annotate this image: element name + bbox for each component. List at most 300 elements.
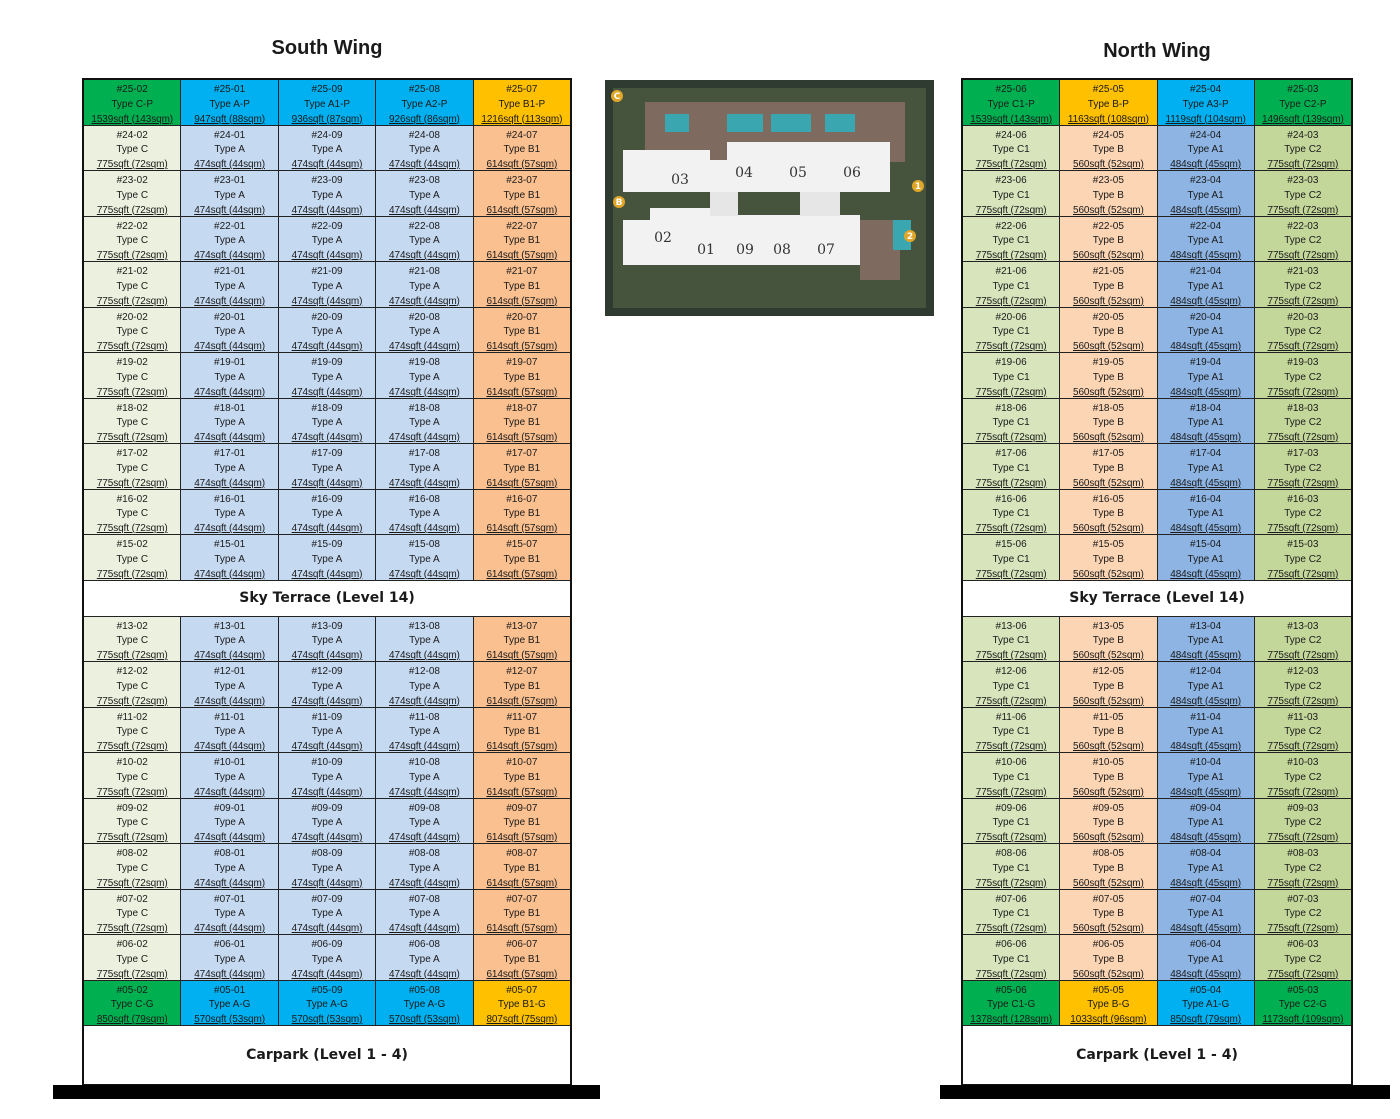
unit-cell xyxy=(963,708,1060,753)
unit-unit: #07-06 xyxy=(995,893,1027,905)
unit-unit: #21-01 xyxy=(214,266,246,277)
unit-cell xyxy=(1158,617,1255,662)
unit-unit: #23-07 xyxy=(506,175,538,186)
unit-area: 560sqft (52sqm) xyxy=(1072,432,1144,443)
unit-unit: #07-07 xyxy=(506,893,538,905)
sky-terrace-band: Sky Terrace (Level 14) xyxy=(84,581,570,617)
unit-cell xyxy=(279,308,376,353)
unit-cell xyxy=(279,171,376,216)
unit-unit: #19-06 xyxy=(995,357,1027,368)
unit-cell xyxy=(279,262,376,307)
unit-cell xyxy=(474,399,570,444)
unit-cell xyxy=(1060,662,1157,707)
unit-unit: #17-04 xyxy=(1190,448,1222,459)
unit-unit: #25-06 xyxy=(995,84,1027,95)
unit-type: Type A xyxy=(311,280,343,292)
unit-cell xyxy=(963,444,1060,489)
unit-area: 474sqft (44sqm) xyxy=(291,295,363,307)
unit-type: Type C1 xyxy=(992,726,1030,738)
site-plan-marker xyxy=(611,90,623,102)
unit-cell xyxy=(474,308,570,353)
unit-cell xyxy=(1255,80,1351,125)
unit-unit: #09-02 xyxy=(116,802,148,814)
unit-area: 1173sqft (109sqm) xyxy=(1262,1014,1344,1025)
unit-area: 474sqft (44sqm) xyxy=(389,877,460,889)
unit-cell xyxy=(181,844,278,889)
unit-unit: #15-01 xyxy=(214,539,246,550)
unit-unit: #20-01 xyxy=(214,311,246,323)
unit-unit: #12-07 xyxy=(506,666,538,677)
unit-area: 474sqft (44sqm) xyxy=(194,159,265,170)
unit-area: 1539sqft (143sqm) xyxy=(970,113,1052,125)
floor-row-21 xyxy=(963,262,1351,308)
unit-type: Type C xyxy=(116,280,149,292)
unit-cell xyxy=(84,399,181,444)
unit-type: Type B xyxy=(1092,189,1124,201)
unit-cell xyxy=(1158,171,1255,216)
unit-type: Type A xyxy=(214,417,245,429)
unit-area: 775sqft (72sqm) xyxy=(1267,568,1339,580)
unit-unit: #16-03 xyxy=(1287,493,1319,505)
unit-unit: #06-03 xyxy=(1287,939,1319,950)
unit-cell xyxy=(84,308,181,353)
unit-type: Type A1 xyxy=(1187,726,1224,738)
unit-type: Type B1-P xyxy=(498,98,546,110)
unit-type: Type A xyxy=(214,862,245,874)
unit-type: Type B-P xyxy=(1087,98,1129,110)
unit-unit: #13-04 xyxy=(1190,620,1222,632)
unit-unit: #16-04 xyxy=(1190,493,1222,505)
south-wing-title: South Wing xyxy=(271,37,383,59)
site-plan-block-label: 06 xyxy=(843,165,861,181)
unit-cell xyxy=(1255,444,1351,489)
unit-cell xyxy=(1158,981,1255,1026)
unit-unit: #10-03 xyxy=(1287,757,1319,768)
unit-cell xyxy=(181,799,278,844)
unit-area: 1033sqft (96sqm) xyxy=(1070,1014,1147,1025)
unit-unit: #19-02 xyxy=(116,357,148,368)
unit-unit: #09-01 xyxy=(214,802,246,814)
unit-cell xyxy=(84,617,181,662)
unit-area: 560sqft (52sqm) xyxy=(1072,786,1144,798)
unit-area: 474sqft (44sqm) xyxy=(194,250,265,261)
unit-cell xyxy=(84,444,181,489)
unit-cell xyxy=(963,844,1060,889)
unit-unit: #25-01 xyxy=(214,84,246,95)
unit-type: Type A-G xyxy=(306,999,348,1011)
site-plan-block-label: 01 xyxy=(697,242,715,258)
unit-type: Type A xyxy=(214,953,245,965)
unit-cell xyxy=(1060,353,1157,398)
unit-unit: #17-08 xyxy=(408,448,440,459)
unit-cell xyxy=(474,890,570,935)
unit-cell xyxy=(1158,935,1255,980)
unit-type: Type A xyxy=(409,371,440,383)
unit-area: 775sqft (72sqm) xyxy=(1267,204,1339,216)
unit-cell xyxy=(181,490,278,535)
unit-area: 474sqft (44sqm) xyxy=(291,832,363,843)
unit-unit: #13-05 xyxy=(1092,620,1124,632)
unit-type: Type A3-P xyxy=(1182,98,1229,110)
unit-cell xyxy=(181,171,278,216)
unit-cell xyxy=(1255,490,1351,535)
unit-unit: #08-04 xyxy=(1190,848,1222,859)
unit-type: Type A xyxy=(409,144,440,156)
unit-area: 775sqft (72sqm) xyxy=(975,341,1047,352)
unit-unit: #24-02 xyxy=(116,129,148,141)
unit-unit: #13-09 xyxy=(311,620,343,632)
unit-unit: #15-08 xyxy=(408,539,440,550)
unit-type: Type A-G xyxy=(208,999,251,1011)
unit-unit: #09-08 xyxy=(408,802,440,814)
unit-type: Type B1 xyxy=(503,726,541,738)
unit-area: 474sqft (44sqm) xyxy=(291,250,363,261)
floor-row-07 xyxy=(84,890,570,936)
unit-cell xyxy=(376,662,473,707)
unit-unit: #11-08 xyxy=(409,711,440,723)
unit-area: 614sqft (57sqm) xyxy=(486,295,558,307)
unit-unit: #23-06 xyxy=(995,175,1027,186)
unit-area: 474sqft (44sqm) xyxy=(389,523,460,534)
unit-cell xyxy=(963,308,1060,353)
unit-type: Type A xyxy=(409,280,440,292)
unit-cell xyxy=(1060,981,1157,1026)
unit-unit: #12-06 xyxy=(995,666,1027,677)
north-wing-stack xyxy=(961,78,1353,1085)
unit-type: Type A1 xyxy=(1187,189,1224,201)
unit-cell xyxy=(963,217,1060,262)
unit-type: Type A xyxy=(409,908,440,920)
unit-area: 474sqft (44sqm) xyxy=(194,923,265,934)
unit-type: Type A xyxy=(311,771,343,783)
unit-unit: #11-04 xyxy=(1190,711,1221,723)
unit-type: Type C xyxy=(116,726,149,738)
floor-row-19 xyxy=(84,353,570,399)
unit-type: Type A xyxy=(311,635,343,647)
unit-cell xyxy=(1255,890,1351,935)
unit-area: 1216sqft (113sqm) xyxy=(481,113,563,125)
unit-area: 614sqft (57sqm) xyxy=(486,877,558,889)
unit-type: Type C xyxy=(116,144,149,156)
unit-cell xyxy=(963,753,1060,798)
unit-cell xyxy=(181,753,278,798)
unit-unit: #11-05 xyxy=(1093,711,1124,723)
south-ground-line xyxy=(53,1085,600,1099)
unit-cell xyxy=(963,981,1060,1026)
unit-area: 560sqft (52sqm) xyxy=(1072,204,1144,216)
unit-area: 484sqft (45sqm) xyxy=(1170,386,1241,398)
unit-unit: #20-02 xyxy=(116,311,148,323)
unit-area: 474sqft (44sqm) xyxy=(389,250,460,261)
unit-area: 614sqft (57sqm) xyxy=(486,204,558,216)
unit-cell xyxy=(474,662,570,707)
unit-area: 484sqft (45sqm) xyxy=(1170,477,1241,489)
unit-cell xyxy=(376,262,473,307)
unit-cell xyxy=(474,490,570,535)
unit-area: 775sqft (72sqm) xyxy=(1267,695,1339,707)
unit-area: 775sqft (72sqm) xyxy=(96,832,168,843)
unit-unit: #16-06 xyxy=(995,493,1027,505)
unit-type: Type C1 xyxy=(992,553,1030,565)
unit-area: 560sqft (52sqm) xyxy=(1072,477,1144,489)
unit-cell xyxy=(474,217,570,262)
unit-cell xyxy=(963,171,1060,216)
unit-type: Type A xyxy=(409,462,440,474)
unit-area: 775sqft (72sqm) xyxy=(975,523,1047,534)
unit-area: 614sqft (57sqm) xyxy=(486,432,558,443)
unit-unit: #10-07 xyxy=(506,757,538,768)
unit-cell xyxy=(474,262,570,307)
unit-cell xyxy=(963,353,1060,398)
unit-unit: #21-08 xyxy=(408,266,440,277)
unit-type: Type C2 xyxy=(1284,771,1322,783)
unit-area: 474sqft (44sqm) xyxy=(389,295,460,307)
unit-cell xyxy=(1158,353,1255,398)
unit-unit: #22-05 xyxy=(1092,220,1124,232)
unit-area: 570sqft (53sqm) xyxy=(389,1014,460,1025)
unit-unit: #20-04 xyxy=(1190,311,1222,323)
unit-unit: #08-05 xyxy=(1092,848,1124,859)
unit-cell xyxy=(1255,217,1351,262)
unit-area: 775sqft (72sqm) xyxy=(975,786,1047,798)
unit-type: Type C1 xyxy=(992,235,1030,247)
unit-area: 775sqft (72sqm) xyxy=(96,968,168,980)
unit-cell xyxy=(963,262,1060,307)
unit-unit: #24-09 xyxy=(311,129,343,141)
unit-area: 474sqft (44sqm) xyxy=(291,477,363,489)
unit-area: 560sqft (52sqm) xyxy=(1072,523,1144,534)
unit-type: Type C2 xyxy=(1284,680,1322,692)
unit-cell xyxy=(1255,353,1351,398)
unit-cell xyxy=(84,126,181,171)
floor-row-19 xyxy=(963,353,1351,399)
unit-type: Type B xyxy=(1092,680,1124,692)
unit-area: 560sqft (52sqm) xyxy=(1072,968,1144,980)
unit-cell xyxy=(181,308,278,353)
unit-area: 560sqft (52sqm) xyxy=(1072,877,1144,889)
unit-cell xyxy=(84,217,181,262)
unit-unit: #16-08 xyxy=(408,493,440,505)
unit-type: Type A xyxy=(214,508,245,520)
unit-type: Type A xyxy=(311,235,343,247)
unit-area: 474sqft (44sqm) xyxy=(389,568,460,580)
unit-cell xyxy=(376,126,473,171)
unit-cell xyxy=(1060,708,1157,753)
unit-type: Type C1-G xyxy=(986,999,1036,1011)
unit-cell xyxy=(84,535,181,580)
unit-type: Type C2 xyxy=(1284,235,1322,247)
unit-area: 474sqft (44sqm) xyxy=(389,741,460,752)
unit-cell xyxy=(84,844,181,889)
unit-unit: #17-06 xyxy=(995,448,1027,459)
unit-area: 614sqft (57sqm) xyxy=(486,477,558,489)
unit-area: 775sqft (72sqm) xyxy=(96,250,168,261)
unit-cell xyxy=(1158,753,1255,798)
floor-row-10 xyxy=(963,753,1351,799)
unit-area: 775sqft (72sqm) xyxy=(96,568,168,580)
unit-cell xyxy=(1158,708,1255,753)
unit-cell xyxy=(963,890,1060,935)
unit-type: Type A xyxy=(409,771,440,783)
unit-cell xyxy=(1255,708,1351,753)
unit-unit: #06-04 xyxy=(1190,939,1222,950)
unit-area: 614sqft (57sqm) xyxy=(486,832,558,843)
unit-unit: #11-09 xyxy=(311,711,343,723)
unit-cell xyxy=(1255,262,1351,307)
unit-cell xyxy=(376,217,473,262)
unit-area: 474sqft (44sqm) xyxy=(194,477,265,489)
unit-type: Type A xyxy=(311,908,343,920)
unit-unit: #25-05 xyxy=(1092,84,1124,95)
unit-area: 560sqft (52sqm) xyxy=(1072,159,1144,170)
unit-cell xyxy=(181,662,278,707)
unit-type: Type C1 xyxy=(992,862,1030,874)
unit-cell xyxy=(1060,844,1157,889)
unit-cell xyxy=(474,708,570,753)
unit-area: 484sqft (45sqm) xyxy=(1170,832,1241,843)
unit-unit: #18-06 xyxy=(995,402,1027,414)
floor-row-25 xyxy=(84,80,570,126)
unit-area: 474sqft (44sqm) xyxy=(291,877,363,889)
unit-unit: #06-02 xyxy=(116,939,148,950)
unit-type: Type C xyxy=(116,953,149,965)
unit-unit: #18-04 xyxy=(1190,402,1222,414)
unit-unit: #24-08 xyxy=(408,129,440,141)
unit-unit: #15-03 xyxy=(1287,539,1319,550)
unit-type: Type A xyxy=(409,680,440,692)
unit-cell xyxy=(1158,535,1255,580)
unit-type: Type B xyxy=(1092,908,1124,920)
unit-area: 614sqft (57sqm) xyxy=(486,968,558,980)
unit-unit: #23-08 xyxy=(408,175,440,186)
unit-cell xyxy=(181,535,278,580)
unit-type: Type A1 xyxy=(1187,908,1224,920)
unit-unit: #05-07 xyxy=(506,984,538,996)
unit-unit: #22-07 xyxy=(506,220,538,232)
unit-cell xyxy=(1255,617,1351,662)
unit-type: Type C2 xyxy=(1284,189,1322,201)
unit-area: 474sqft (44sqm) xyxy=(194,650,265,661)
unit-area: 474sqft (44sqm) xyxy=(194,786,265,798)
unit-type: Type C2 xyxy=(1284,635,1322,647)
unit-type: Type C2 xyxy=(1284,371,1322,383)
unit-area: 775sqft (72sqm) xyxy=(96,741,168,752)
unit-area: 560sqft (52sqm) xyxy=(1072,295,1144,307)
carpark-band: Carpark (Level 1 - 4) xyxy=(84,1026,570,1084)
unit-unit: #19-07 xyxy=(506,357,538,368)
unit-area: 775sqft (72sqm) xyxy=(975,968,1047,980)
unit-cell xyxy=(1060,262,1157,307)
unit-type: Type C2-G xyxy=(1278,999,1328,1011)
unit-type: Type A1 xyxy=(1187,553,1224,565)
unit-unit: #06-06 xyxy=(995,939,1027,950)
unit-type: Type B1 xyxy=(503,553,541,565)
unit-unit: #13-02 xyxy=(116,620,148,632)
unit-area: 775sqft (72sqm) xyxy=(96,923,168,934)
unit-cell xyxy=(279,935,376,980)
unit-area: 484sqft (45sqm) xyxy=(1170,568,1241,580)
unit-unit: #15-04 xyxy=(1190,539,1222,550)
unit-area: 947sqft (88sqm) xyxy=(194,113,265,125)
unit-unit: #05-04 xyxy=(1190,984,1222,996)
unit-unit: #13-01 xyxy=(214,620,246,632)
floor-row-11 xyxy=(963,708,1351,754)
unit-unit: #19-05 xyxy=(1092,357,1124,368)
unit-type: Type B1 xyxy=(503,908,541,920)
unit-cell xyxy=(84,80,181,125)
unit-unit: #17-09 xyxy=(311,448,343,459)
unit-unit: #22-04 xyxy=(1190,220,1222,232)
unit-type: Type C1 xyxy=(992,953,1030,965)
site-plan-marker xyxy=(904,230,916,242)
unit-cell xyxy=(279,708,376,753)
unit-unit: #13-08 xyxy=(408,620,440,632)
site-plan-marker xyxy=(912,180,924,192)
unit-cell xyxy=(376,444,473,489)
unit-cell xyxy=(474,844,570,889)
unit-area: 1539sqft (143sqm) xyxy=(91,113,174,125)
unit-type: Type B1 xyxy=(503,417,541,429)
unit-type: Type A xyxy=(214,326,245,338)
unit-unit: #09-04 xyxy=(1190,802,1222,814)
unit-area: 775sqft (72sqm) xyxy=(975,741,1047,752)
floor-row-15 xyxy=(84,535,570,581)
unit-cell xyxy=(1060,753,1157,798)
unit-area: 775sqft (72sqm) xyxy=(975,432,1047,443)
unit-area: 474sqft (44sqm) xyxy=(291,741,363,752)
unit-type: Type B xyxy=(1092,508,1124,520)
unit-area: 474sqft (44sqm) xyxy=(291,968,363,980)
floor-row-20 xyxy=(963,308,1351,354)
unit-area: 474sqft (44sqm) xyxy=(194,832,265,843)
unit-cell xyxy=(474,617,570,662)
floor-row-17 xyxy=(84,444,570,490)
unit-type: Type B1 xyxy=(503,508,541,520)
unit-area: 775sqft (72sqm) xyxy=(1267,877,1339,889)
unit-unit: #25-08 xyxy=(408,84,440,95)
unit-unit: #24-04 xyxy=(1190,129,1222,141)
unit-type: Type A xyxy=(311,508,343,520)
unit-area: 614sqft (57sqm) xyxy=(486,250,558,261)
unit-unit: #06-08 xyxy=(408,939,440,950)
unit-unit: #21-07 xyxy=(506,266,538,277)
unit-cell xyxy=(474,799,570,844)
unit-unit: #17-02 xyxy=(116,448,148,459)
unit-unit: #09-03 xyxy=(1287,802,1319,814)
unit-type: Type B1 xyxy=(503,326,541,338)
unit-unit: #05-06 xyxy=(995,984,1027,996)
unit-type: Type B xyxy=(1092,144,1124,156)
unit-unit: #10-08 xyxy=(408,757,440,768)
unit-area: 560sqft (52sqm) xyxy=(1072,923,1144,934)
unit-unit: #05-08 xyxy=(408,984,440,996)
unit-area: 775sqft (72sqm) xyxy=(1267,295,1339,307)
unit-type: Type A xyxy=(409,326,440,338)
unit-type: Type A1 xyxy=(1187,508,1224,520)
unit-unit: #10-06 xyxy=(995,757,1027,768)
unit-unit: #22-01 xyxy=(214,220,246,232)
unit-unit: #08-03 xyxy=(1287,848,1319,859)
unit-cell xyxy=(1060,799,1157,844)
unit-area: 484sqft (45sqm) xyxy=(1170,968,1241,980)
unit-cell xyxy=(181,617,278,662)
unit-cell xyxy=(1060,80,1157,125)
unit-cell xyxy=(474,535,570,580)
unit-cell xyxy=(181,262,278,307)
unit-type: Type A1 xyxy=(1187,771,1224,783)
unit-cell xyxy=(279,799,376,844)
unit-cell xyxy=(474,126,570,171)
